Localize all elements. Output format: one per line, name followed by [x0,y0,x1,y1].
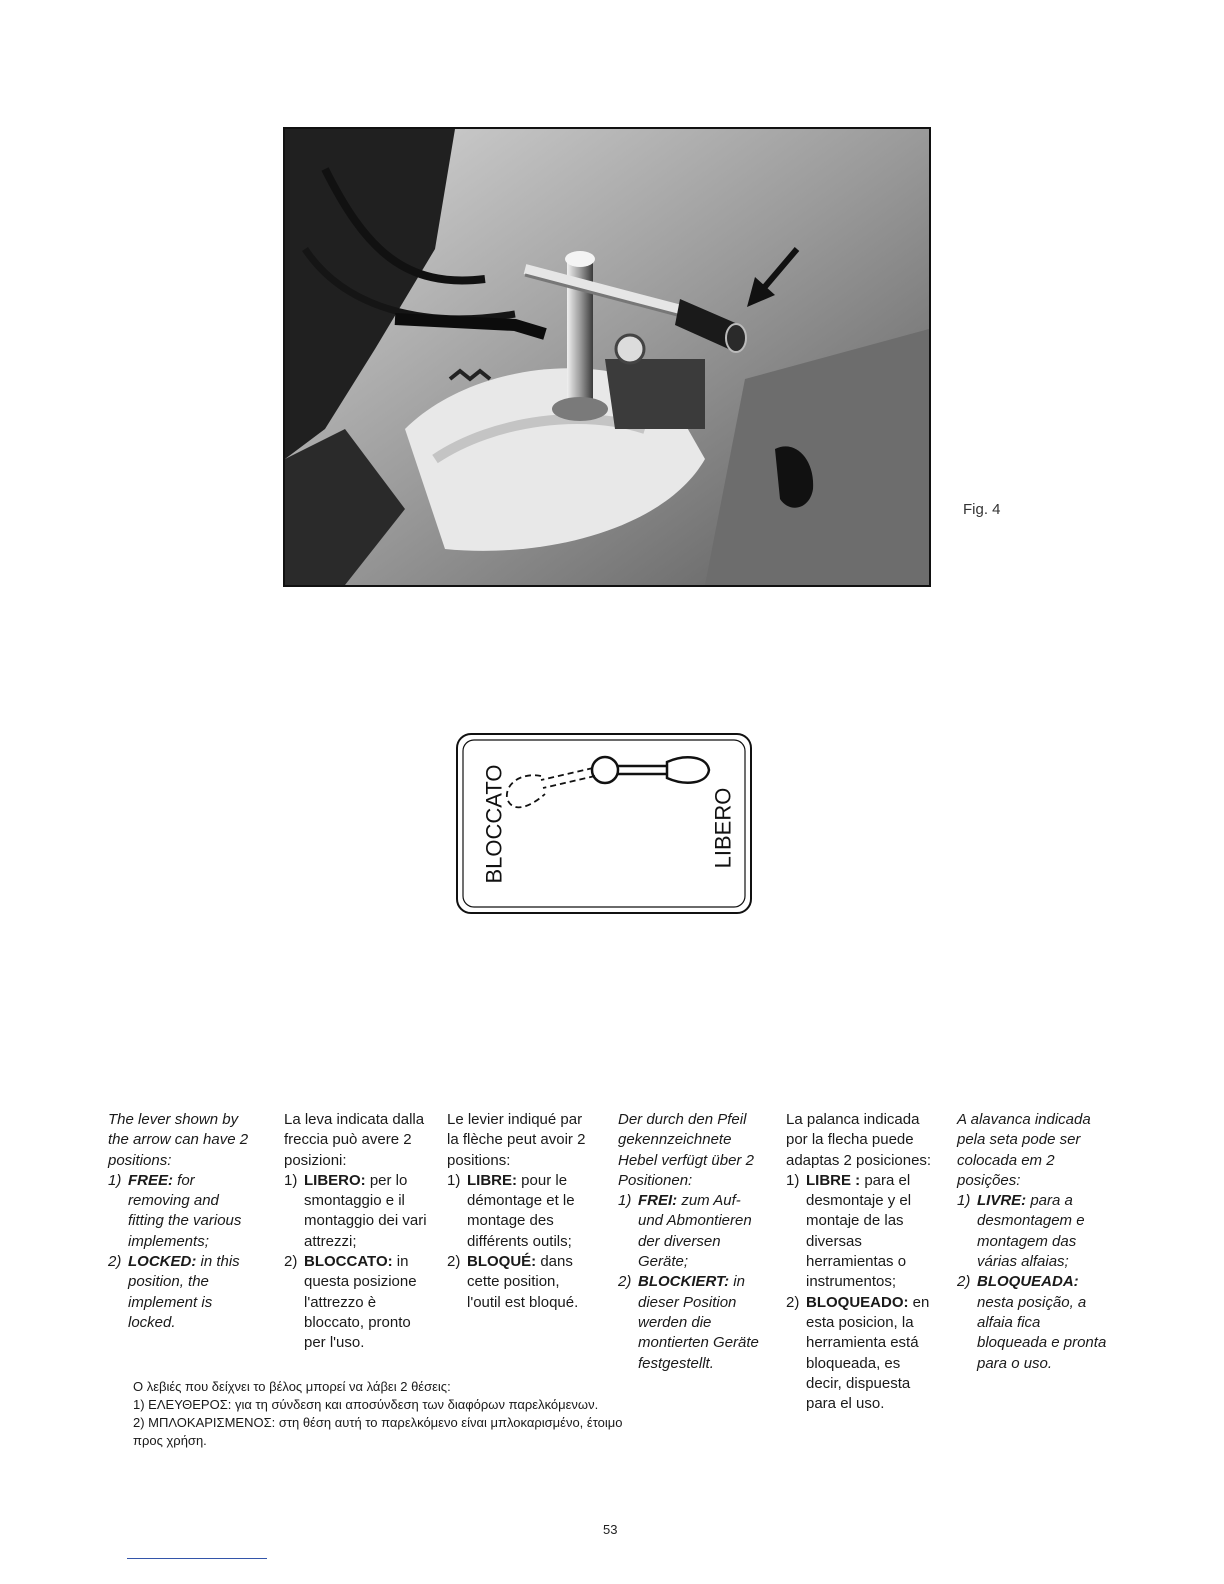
item-term: BLOQUEADA: [977,1273,1079,1291]
list-item [284,1252,432,1353]
list-item [957,1272,1107,1373]
page-number: 53 [603,1522,618,1537]
list-item [284,1171,432,1252]
item-number: 1) [108,1171,122,1189]
greek-text [133,1378,1033,1450]
column-intro: La leva indicata dalla freccia può avere 2 posizioni: [284,1111,425,1169]
item-number: 2) [447,1253,461,1271]
item-number: 1) [284,1171,298,1189]
item-text: para a desmontagem e montagem das várias alfaias; [977,1192,1085,1271]
item-text: for removing and fitting the various implements; [128,1171,242,1250]
item-number: 1) [957,1192,971,1210]
item-number: 2) [618,1273,632,1291]
greek-line: 2) ΜΠΛΟΚΑΡΙΣΜΕΝΟΣ: στη θέση αυτή το παρελκόμενο είναι μπλοκαρισμένο, έτοιμο [133,1415,623,1430]
column-portuguese [957,1110,1107,1374]
item-text: in dieser Position werden die montierten Geräte festgestellt. [638,1273,759,1372]
item-number: 2) [957,1273,971,1291]
greek-line: προς χρήση. [133,1433,207,1448]
list-item [618,1191,768,1272]
column-intro: La palanca indicada por la flecha puede adaptas 2 posiciones: [786,1111,932,1169]
list-item [618,1272,768,1373]
item-text: zum Auf- und Abmontieren der diversen Geräte; [638,1192,752,1271]
list-item [447,1252,597,1313]
column-french [447,1110,597,1313]
item-number: 1) [618,1192,632,1210]
item-number: 1) [786,1171,800,1189]
item-term: BLOCCATO: [304,1253,393,1271]
item-number: 2) [284,1253,298,1271]
item-term: BLOCKIERT: [638,1273,730,1291]
item-text: per lo smontaggio e il montaggio dei vari attrezzi; [304,1171,427,1250]
item-number: 2) [108,1253,122,1271]
greek-line: Ο λεβιές που δείχνει το βέλος μπορεί να λάβει 2 θέσεις: [133,1379,451,1394]
column-spanish [786,1110,938,1414]
item-term: BLOQUEADO: [806,1293,909,1311]
figure-label: Fig. 4 [963,501,1001,518]
lever-position-diagram [455,732,753,915]
item-text: in questa posizione l'attrezzo è bloccato, pronto per l'uso. [304,1253,417,1352]
lever-diagram-drawing [455,732,753,915]
item-text: in this position, the implement is locked. [128,1253,240,1331]
column-intro: Le levier indiqué par la flèche peut avoir 2 positions: [447,1111,586,1169]
item-text: pour le démontage et le montage des différents outils; [467,1171,575,1250]
item-number: 2) [786,1293,800,1311]
greek-line: 1) ΕΛΕΥΘΕΡΟΣ: για τη σύνδεση και αποσύνδεση των διαφόρων παρελκόμενων. [133,1397,599,1412]
column-intro: A alavanca indicada pela seta pode ser colocada em 2 posições: [957,1111,1091,1189]
item-text: nesta posição, a alfaia fica bloqueada e pronta para o uso. [977,1293,1107,1372]
column-italian [284,1110,432,1354]
item-term: LIVRE: [977,1192,1027,1210]
footer-rule [127,1558,267,1559]
item-term: BLOQUÉ: [467,1253,537,1271]
list-item [786,1171,938,1293]
item-number: 1) [447,1171,461,1189]
lever-photo-drawing [285,129,929,585]
list-item [447,1171,597,1252]
item-term: LIBRE: [467,1171,517,1189]
item-term: LOCKED: [128,1253,197,1271]
item-term: FREE: [128,1171,173,1189]
column-intro: The lever shown by the arrow can have 2 positions: [108,1111,249,1169]
column-english [108,1110,258,1333]
item-text: para el desmontaje y el montaje de las diversas herramientas o instrumentos; [806,1171,912,1291]
label-bloccato: BLOCCATO [481,764,507,884]
list-item [108,1252,258,1333]
list-item [957,1191,1107,1272]
column-intro: Der durch den Pfeil gekennzeichnete Hebel verfügt über 2 Positionen: [618,1111,754,1189]
label-libero: LIBERO [710,787,736,869]
list-item [108,1171,258,1252]
item-text: en esta posicion, la herramienta está bloqueada, es decir, dispuesta para el uso. [806,1293,930,1413]
column-german [618,1110,768,1374]
item-term: FREI: [638,1192,678,1210]
item-term: LIBERO: [304,1171,366,1189]
item-text: dans cette position, l'outil est bloqué. [467,1253,579,1311]
item-term: LIBRE : [806,1171,861,1189]
lever-photo [283,127,931,587]
